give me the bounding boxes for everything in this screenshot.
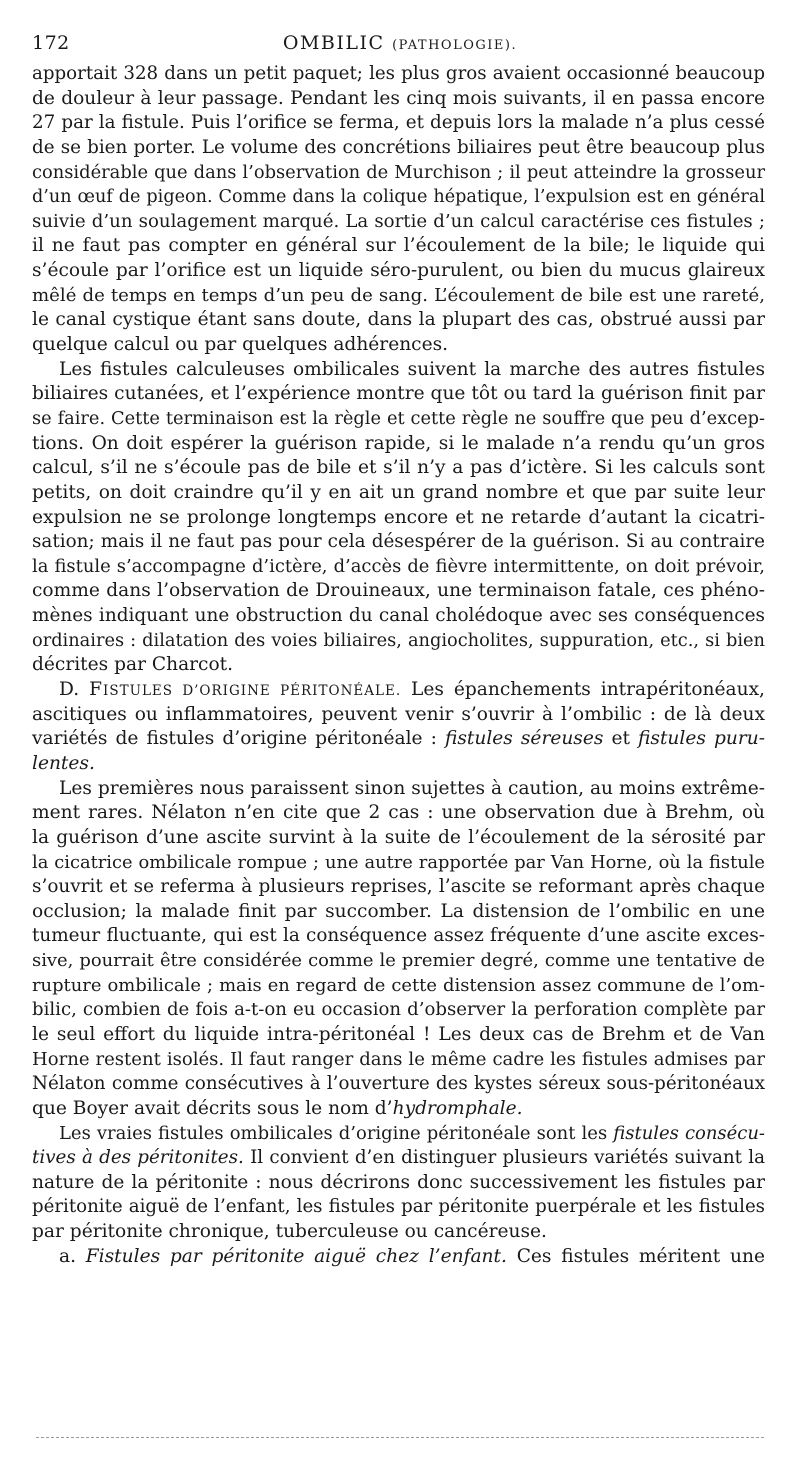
text-line: ordinaires : dilatation des voies biliaires, angiocholites, suppuration, etc., si bien xyxy=(32,629,765,651)
running-head xyxy=(0,32,800,54)
text-line: Les vraies fistules ombilicales d’origine péritonéale sont les fistules consécu- xyxy=(59,1122,765,1144)
text-line: Nélaton comme consécutives à l’ouverture des kystes séreux sous-péritonéaux xyxy=(32,1073,765,1095)
running-subtitle: (PATHOLOGIE). xyxy=(392,38,518,53)
text-line: le seul effort du liquide intra-péritonéal ! Les deux cas de Brehm et de Van xyxy=(32,1023,765,1045)
text-line: tions. On doit espérer la guérison rapide, si le malade n’a rendu qu’un gros xyxy=(32,432,765,454)
section-heading-line xyxy=(32,678,765,703)
page-number: 172 xyxy=(32,32,70,54)
text-line: Horne restent isolés. Il faut ranger dans le même cadre les fistules admises par xyxy=(32,1048,765,1070)
text-line: s’écoule par l’orifice est un liquide séro-purulent, ou bien du mucus glaireux xyxy=(32,260,765,282)
text-line: se faire. Cette terminaison est la règle et cette règle ne souffre que peu d’excep- xyxy=(32,407,765,429)
text-line: d’un œuf de pigeon. Comme dans la colique hépatique, l’expulsion est en général xyxy=(32,187,765,208)
text-line: s’ouvrit et se referma à plusieurs reprises, l’ascite se reformant après chaque xyxy=(32,876,765,898)
text-line: tumeur fluctuante, qui est la conséquence assez fréquente d’une ascite exces- xyxy=(32,925,765,947)
text-line: mènes indiquant une obstruction du canal cholédoque avec ses conséquences xyxy=(32,605,765,627)
text-line: ascitiques ou inflammatoires, peuvent venir s’ouvrir à l’ombilic : de là deux xyxy=(32,703,765,725)
text-line: bilic, combien de fois a-t-on eu occasion d’observer la perforation complète par xyxy=(32,999,765,1021)
text-line: la cicatrice ombilicale rompue ; une autre rapportée par Van Horne, où la fistule xyxy=(32,851,765,873)
section-text: Les épanchements intrapéritonéaux, xyxy=(411,679,765,701)
subsection-heading-line: a. Fistules par péritonite aiguë chez l’enfant. Ces fistules méritent une xyxy=(59,1245,765,1267)
text-line: de se bien porter. Le volume des concrétions biliaires peut être beaucoup plus xyxy=(32,136,765,158)
section-label: D. xyxy=(59,679,80,701)
section-heading: FISTULES D’ORIGINE PÉRITONÉALE. xyxy=(89,679,402,701)
italic-term: hydromphale. xyxy=(392,1097,523,1119)
text-line: nature de la péritonite : nous décrirons donc successivement les fistules par xyxy=(32,1171,765,1193)
text-line: variétés de fistules d’origine péritonéale : fistules séreuses et fistules puru- xyxy=(32,728,765,750)
italic-term: tives à des péritonites. xyxy=(32,1147,244,1169)
text-line: occlusion; la malade finit par succomber. La distension de l’ombilic en une xyxy=(32,900,765,922)
text-line: biliaires cutanées, et l’expérience montre que tôt ou tard la guérison finit par xyxy=(32,383,765,405)
text-line: lentes. xyxy=(32,752,95,774)
text-line: rupture ombilicale ; mais en regard de cette distension assez commune de l’om- xyxy=(32,974,765,996)
subsection-title: Fistules par péritonite aiguë chez l’enfant. xyxy=(85,1245,507,1267)
italic-term: fistules séreuses xyxy=(444,728,604,750)
text-line: sation; mais il ne faut pas pour cela désespérer de la guérison. Si au contraire xyxy=(32,531,765,553)
text-line: 27 par la fistule. Puis l’orifice se ferma, et depuis lors la malade n’a plus cessé xyxy=(32,112,765,134)
text-line: ment rares. Nélaton n’en cite que 2 cas : une observation due à Brehm, où xyxy=(32,802,765,824)
text-line: péritonite aiguë de l’enfant, les fistules par péritonite puerpérale et les fistules xyxy=(32,1196,765,1218)
text-line: la guérison d’une ascite survint à la suite de l’écoulement de la sérosité par xyxy=(32,826,765,848)
text-line: considérable que dans l’observation de Murchison ; il peut atteindre la grosseur xyxy=(32,161,765,183)
footer-rule xyxy=(36,1437,764,1438)
text-line: décrites par Charcot. xyxy=(32,654,234,676)
text-line: sive, pourrait être considérée comme le premier degré, comme une tentative de xyxy=(32,950,765,972)
text-line: par péritonite chronique, tuberculeuse ou cancéreuse. xyxy=(32,1221,547,1243)
page-header xyxy=(0,32,800,56)
text-line: comme dans l’observation de Drouineaux, une terminaison fatale, ces phéno- xyxy=(32,580,765,602)
running-title: OMBILIC xyxy=(282,32,385,54)
subsection-label: a. xyxy=(59,1245,76,1267)
text-line: tives à des péritonites. Il convient d’en distinguer plusieurs variétés suivant la xyxy=(32,1147,765,1169)
text-line: suivie d’un soulagement marqué. La sortie d’un calcul caractérise ces fistules ; xyxy=(32,210,765,232)
text-line: Les fistules calculeuses ombilicales suivent la marche des autres fistules xyxy=(59,358,765,380)
body-text xyxy=(32,62,765,1269)
italic-term: fistules consécu- xyxy=(613,1122,765,1144)
text-line: calcul, s’il ne s’écoule pas de bile et s’il n’y a pas d’ictère. Si les calculs sont xyxy=(32,457,765,479)
text-line: la fistule s’accompagne d’ictère, d’accès de fièvre intermittente, on doit prévoir, xyxy=(32,555,765,577)
text-line: le canal cystique étant sans doute, dans la plupart des cas, obstrué aussi par xyxy=(32,309,765,331)
text-line: expulsion ne se prolonge longtemps encore et ne retarde d’autant la cicatri- xyxy=(32,506,765,528)
text-line: quelque calcul ou par quelques adhérences. xyxy=(32,334,449,356)
text-line: petits, on doit craindre qu’il y en ait un grand nombre et que par suite leur xyxy=(32,481,765,503)
text-line: que Boyer avait décrits sous le nom d’hydromphale. xyxy=(32,1097,523,1119)
text-line: Les premières nous paraissent sinon sujettes à caution, au moins extrême- xyxy=(59,777,765,799)
text-line: il ne faut pas compter en général sur l’écoulement de la bile; le liquide qui xyxy=(32,235,765,257)
italic-term: fistules puru- xyxy=(638,728,765,750)
text-line: de douleur à leur passage. Pendant les cinq mois suivants, il en passa encore xyxy=(32,87,765,109)
text-line: apportait 328 dans un petit paquet; les plus gros avaient occasionné beaucoup xyxy=(32,63,765,84)
text-line: mêlé de temps en temps d’un peu de sang. L’écoulement de bile est une rareté, xyxy=(32,284,765,306)
